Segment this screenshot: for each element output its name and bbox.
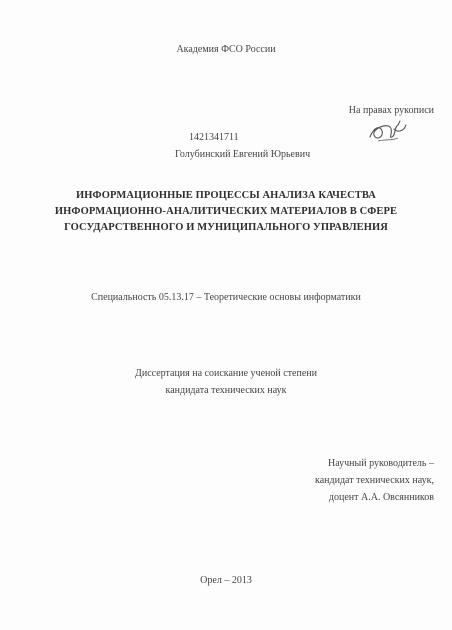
city-year: Орел – 2013 — [200, 575, 252, 586]
institution-name: Академия ФСО России — [176, 44, 276, 55]
advisor-degree: кандидат технических наук, — [315, 475, 434, 486]
degree-line-1: Диссертация на соискание ученой степени — [135, 368, 317, 379]
rights-note: На правах рукописи — [348, 105, 434, 116]
degree-line-2: кандидата технических наук — [165, 385, 287, 396]
title-line-2: ИНФОРМАЦИОННО-АНАЛИТИЧЕСКИХ МАТЕРИАЛОВ В СФЕРЕ — [54, 206, 398, 217]
advisor-role: Научный руководитель – — [328, 458, 434, 469]
title-line-1: ИНФОРМАЦИОННЫЕ ПРОЦЕССЫ АНАЛИЗА КАЧЕСТВА — [76, 190, 376, 201]
title-line-3: ГОСУДАРСТВЕННОГО И МУНИЦИПАЛЬНОГО УПРАВЛЕНИЯ — [64, 222, 388, 233]
specialty-line: Специальность 05.13.17 – Теоретические основы информатики — [91, 292, 361, 303]
handwritten-signature — [364, 119, 410, 145]
advisor-name: доцент А.А. Овсянников — [328, 492, 434, 503]
author-name: Голубинский Евгений Юрьевич — [175, 149, 311, 160]
document-code: 1421341711 — [189, 132, 239, 143]
